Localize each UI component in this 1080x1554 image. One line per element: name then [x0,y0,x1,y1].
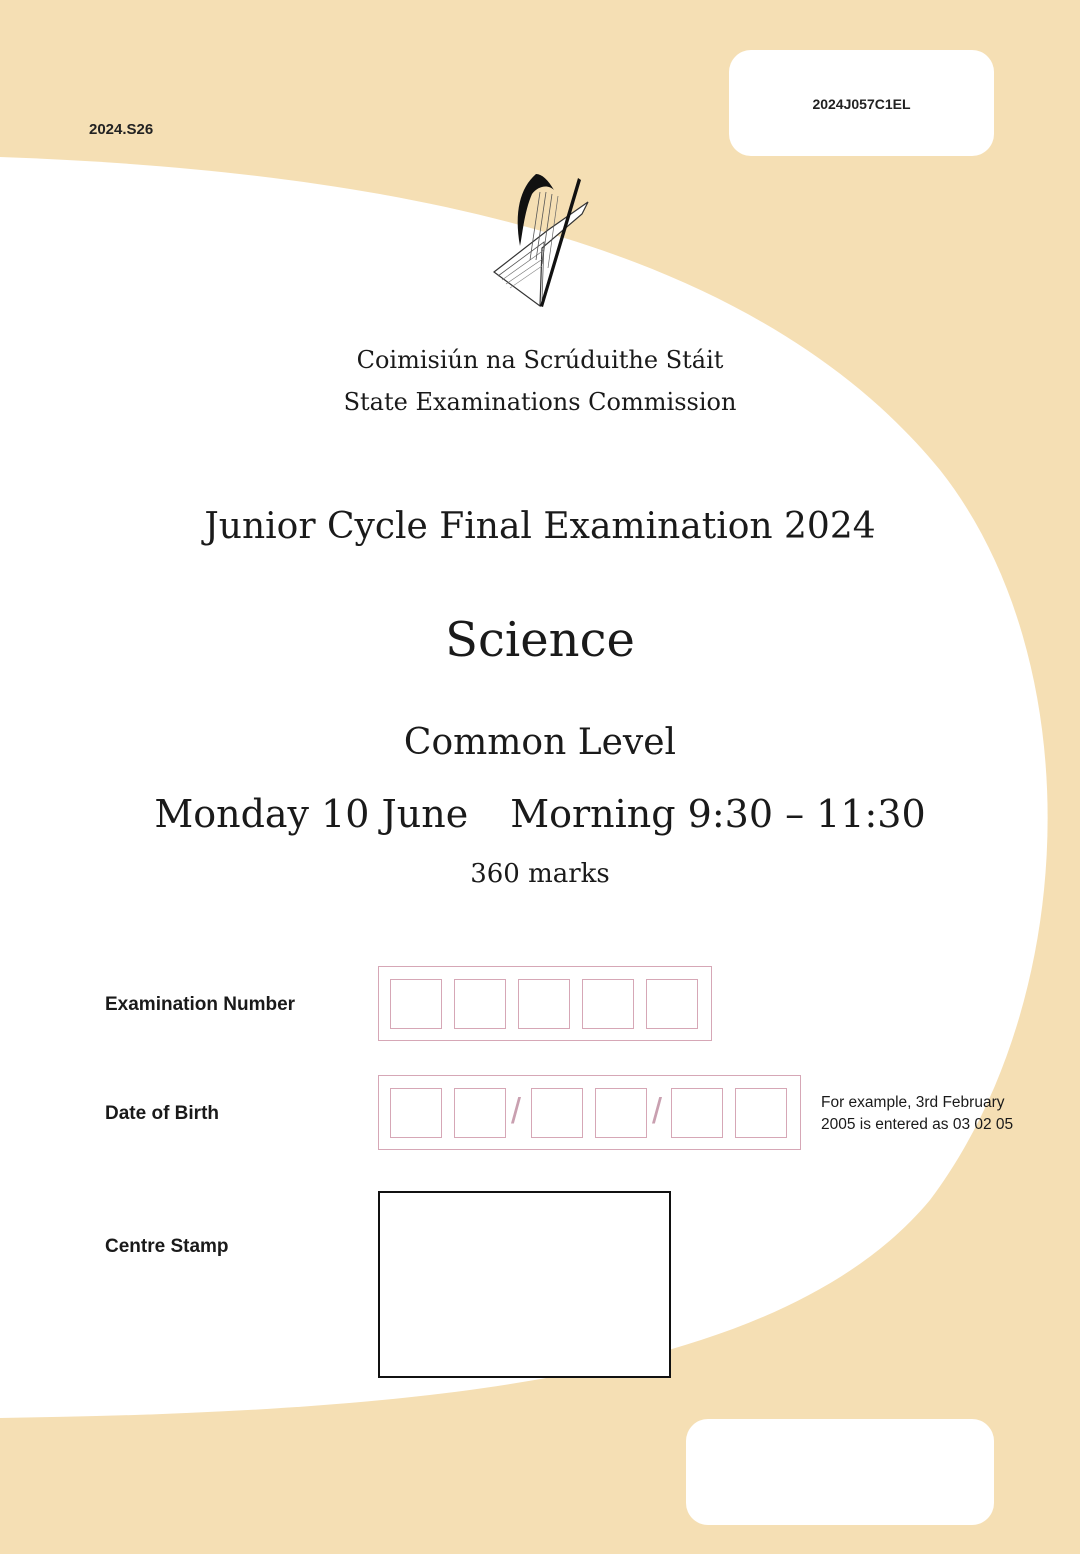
dob-day-digit-2[interactable] [454,1088,506,1138]
exam-title: Junior Cycle Final Examination 2024 [204,506,876,547]
bottom-label-box [686,1419,994,1525]
script-code: 2024J057C1EL [812,96,911,112]
exam-number-digit-4[interactable] [582,979,634,1029]
exam-number-digit-3[interactable] [518,979,570,1029]
dob-separator: / [511,1090,522,1131]
exam-level: Common Level [403,722,677,763]
dob-month-digit-2[interactable] [595,1088,647,1138]
subject-title: Science [445,612,635,668]
dob-year-digit-2[interactable] [735,1088,787,1138]
dob-example-line-1: For example, 3rd February [821,1094,1005,1111]
dob-field[interactable] [378,1075,801,1150]
harp-and-book-icon [490,168,596,314]
exam-number-field[interactable] [378,966,712,1041]
dob-example-line-2: 2005 is entered as 03 02 05 [821,1116,1014,1133]
centre-stamp-box [378,1191,671,1378]
organisation-name-english: State Examinations Commission [343,388,737,416]
total-marks: 360 marks [470,859,610,889]
script-code-box [729,50,994,156]
exam-session: Morning 9:30 – 11:30 [510,792,926,836]
dob-year-digit-1[interactable] [671,1088,723,1138]
exam-number-digit-2[interactable] [454,979,506,1029]
dob-label: Date of Birth [105,1103,219,1124]
organisation-name-irish: Coimisiún na Scrúduithe Stáit [356,346,724,374]
exam-number-label: Examination Number [105,994,296,1015]
exam-number-digit-5[interactable] [646,979,698,1029]
paper-code: 2024.S26 [89,121,154,138]
dob-month-digit-1[interactable] [531,1088,583,1138]
dob-example-note [821,1092,1051,1136]
dob-separator: / [652,1090,663,1131]
dob-day-digit-1[interactable] [390,1088,442,1138]
centre-stamp-label: Centre Stamp [105,1236,229,1257]
exam-datetime [0,792,1080,836]
exam-number-digit-1[interactable] [390,979,442,1029]
exam-date: Monday 10 June [154,792,469,836]
